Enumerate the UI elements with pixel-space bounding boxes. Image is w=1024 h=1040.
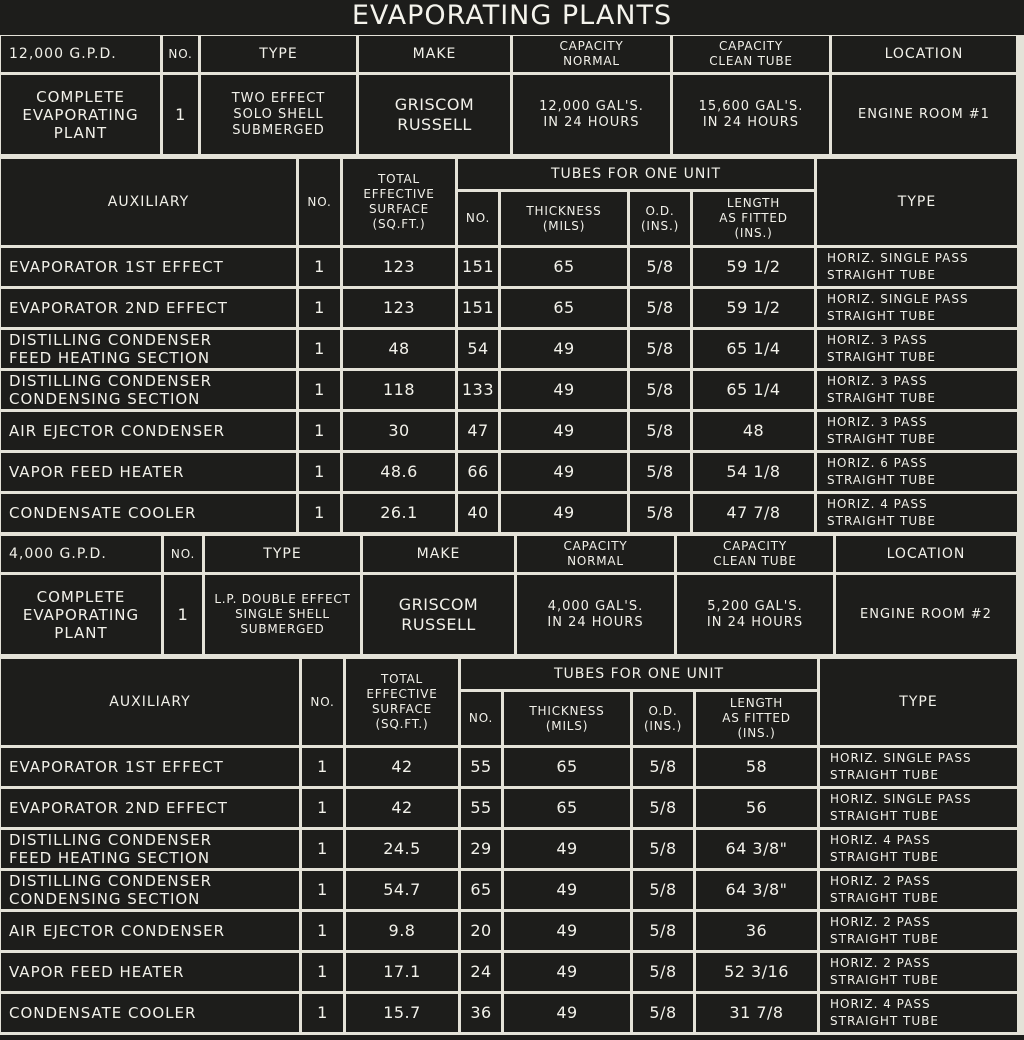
header-od: O.D. (INS.) xyxy=(630,192,690,245)
header-thickness: THICKNESS (MILS) xyxy=(504,692,630,745)
row-od: 5/8 xyxy=(630,494,690,532)
row-no: 1 xyxy=(302,994,343,1032)
header-tubes: TUBES FOR ONE UNIT xyxy=(461,659,817,689)
row-tubes: 36 xyxy=(461,994,501,1032)
header-auxiliary: AUXILIARY xyxy=(1,159,296,245)
row-tubes: 24 xyxy=(461,953,501,991)
row-length: 65 1/4 xyxy=(693,330,814,368)
row-type: HORIZ. 3 PASS STRAIGHT TUBE xyxy=(817,412,1017,450)
header-auxiliary: AUXILIARY xyxy=(1,659,299,745)
row-thickness: 49 xyxy=(504,912,630,950)
row-length: 65 1/4 xyxy=(693,371,814,409)
row-aux: DISTILLING CONDENSER FEED HEATING SECTION xyxy=(1,330,296,368)
header-surface: TOTAL EFFECTIVE SURFACE (SQ.FT.) xyxy=(343,159,455,245)
row-od: 5/8 xyxy=(630,412,690,450)
row-thickness: 49 xyxy=(501,412,627,450)
row-type: HORIZ. 2 PASS STRAIGHT TUBE xyxy=(820,871,1017,909)
row-length: 48 xyxy=(693,412,814,450)
row-thickness: 49 xyxy=(501,453,627,491)
row-surface: 26.1 xyxy=(343,494,455,532)
header-tube-no: NO. xyxy=(461,692,501,745)
row-no: 1 xyxy=(299,453,340,491)
row-surface: 48 xyxy=(343,330,455,368)
header-capacity-clean: CAPACITY CLEAN TUBE xyxy=(677,536,833,572)
plant-table-4000 xyxy=(0,535,1024,659)
header-capacity-normal: CAPACITY NORMAL xyxy=(517,536,674,572)
header-type: TYPE xyxy=(205,536,360,572)
row-od: 5/8 xyxy=(633,953,693,991)
header-aux-type: TYPE xyxy=(820,659,1017,745)
plant-location: ENGINE ROOM #1 xyxy=(832,75,1016,154)
row-thickness: 65 xyxy=(501,248,627,286)
row-od: 5/8 xyxy=(630,371,690,409)
row-surface: 123 xyxy=(343,289,455,327)
header-od: O.D. (INS.) xyxy=(633,692,693,745)
row-no: 1 xyxy=(299,412,340,450)
row-aux: EVAPORATOR 1ST EFFECT xyxy=(1,248,296,286)
row-length: 64 3/8" xyxy=(696,871,817,909)
plant-make: GRISCOM RUSSELL xyxy=(359,75,510,154)
row-length: 59 1/2 xyxy=(693,289,814,327)
row-length: 54 1/8 xyxy=(693,453,814,491)
row-tubes: 151 xyxy=(458,289,498,327)
row-thickness: 65 xyxy=(501,289,627,327)
header-aux-no: NO. xyxy=(299,159,340,245)
row-aux: AIR EJECTOR CONDENSER xyxy=(1,912,299,950)
row-od: 5/8 xyxy=(633,871,693,909)
row-tubes: 20 xyxy=(461,912,501,950)
row-thickness: 49 xyxy=(501,371,627,409)
row-type: HORIZ. SINGLE PASS STRAIGHT TUBE xyxy=(820,789,1017,827)
plant-label: 12,000 G.P.D. xyxy=(1,36,160,72)
header-type: TYPE xyxy=(201,36,356,72)
row-aux: CONDENSATE COOLER xyxy=(1,994,299,1032)
header-make: MAKE xyxy=(363,536,514,572)
row-length: 58 xyxy=(696,748,817,786)
row-od: 5/8 xyxy=(630,289,690,327)
row-type: HORIZ. 4 PASS STRAIGHT TUBE xyxy=(820,830,1017,868)
row-od: 5/8 xyxy=(630,248,690,286)
plant-capacity-normal: 12,000 GAL'S. IN 24 HOURS xyxy=(513,75,670,154)
plant-label: 4,000 G.P.D. xyxy=(1,536,161,572)
row-no: 1 xyxy=(299,371,340,409)
row-surface: 48.6 xyxy=(343,453,455,491)
row-length: 52 3/16 xyxy=(696,953,817,991)
plant-make: GRISCOM RUSSELL xyxy=(363,575,514,654)
row-length: 36 xyxy=(696,912,817,950)
row-type: HORIZ. SINGLE PASS STRAIGHT TUBE xyxy=(817,248,1017,286)
row-type: HORIZ. 2 PASS STRAIGHT TUBE xyxy=(820,953,1017,991)
row-thickness: 49 xyxy=(501,494,627,532)
row-od: 5/8 xyxy=(633,748,693,786)
header-location: LOCATION xyxy=(832,36,1016,72)
row-od: 5/8 xyxy=(630,330,690,368)
row-thickness: 49 xyxy=(504,830,630,868)
row-no: 1 xyxy=(299,330,340,368)
row-surface: 9.8 xyxy=(346,912,458,950)
row-surface: 24.5 xyxy=(346,830,458,868)
row-type: HORIZ. 4 PASS STRAIGHT TUBE xyxy=(817,494,1017,532)
row-surface: 30 xyxy=(343,412,455,450)
row-surface: 42 xyxy=(346,748,458,786)
row-od: 5/8 xyxy=(633,912,693,950)
row-type: HORIZ. 2 PASS STRAIGHT TUBE xyxy=(820,912,1017,950)
plant-capacity-normal: 4,000 GAL'S. IN 24 HOURS xyxy=(517,575,674,654)
plant-type: L.P. DOUBLE EFFECT SINGLE SHELL SUBMERGED xyxy=(205,575,360,654)
header-no: NO. xyxy=(164,536,202,572)
header-no: NO. xyxy=(163,36,198,72)
row-type: HORIZ. 3 PASS STRAIGHT TUBE xyxy=(817,371,1017,409)
row-aux: EVAPORATOR 2ND EFFECT xyxy=(1,789,299,827)
row-length: 31 7/8 xyxy=(696,994,817,1032)
row-surface: 123 xyxy=(343,248,455,286)
plant-name: COMPLETE EVAPORATING PLANT xyxy=(1,575,161,654)
row-length: 47 7/8 xyxy=(693,494,814,532)
row-od: 5/8 xyxy=(633,994,693,1032)
row-surface: 15.7 xyxy=(346,994,458,1032)
page-title: EVAPORATING PLANTS xyxy=(351,0,673,31)
row-aux: CONDENSATE COOLER xyxy=(1,494,296,532)
row-thickness: 65 xyxy=(504,789,630,827)
row-length: 64 3/8" xyxy=(696,830,817,868)
row-od: 5/8 xyxy=(633,830,693,868)
row-thickness: 49 xyxy=(504,953,630,991)
row-no: 1 xyxy=(302,789,343,827)
row-length: 56 xyxy=(696,789,817,827)
header-capacity-normal: CAPACITY NORMAL xyxy=(513,36,670,72)
row-no: 1 xyxy=(302,871,343,909)
plant-location: ENGINE ROOM #2 xyxy=(836,575,1016,654)
header-make: MAKE xyxy=(359,36,510,72)
row-type: HORIZ. 6 PASS STRAIGHT TUBE xyxy=(817,453,1017,491)
row-type: HORIZ. 4 PASS STRAIGHT TUBE xyxy=(820,994,1017,1032)
row-thickness: 49 xyxy=(504,994,630,1032)
row-tubes: 47 xyxy=(458,412,498,450)
row-type: HORIZ. 3 PASS STRAIGHT TUBE xyxy=(817,330,1017,368)
row-tubes: 40 xyxy=(458,494,498,532)
plant-table-12000 xyxy=(0,35,1024,159)
row-tubes: 55 xyxy=(461,789,501,827)
row-tubes: 133 xyxy=(458,371,498,409)
row-type: HORIZ. SINGLE PASS STRAIGHT TUBE xyxy=(820,748,1017,786)
header-surface: TOTAL EFFECTIVE SURFACE (SQ.FT.) xyxy=(346,659,458,745)
row-tubes: 66 xyxy=(458,453,498,491)
header-thickness: THICKNESS (MILS) xyxy=(501,192,627,245)
header-length: LENGTH AS FITTED (INS.) xyxy=(693,192,814,245)
auxiliary-table-4000 xyxy=(0,658,1024,1035)
row-tubes: 29 xyxy=(461,830,501,868)
row-tubes: 55 xyxy=(461,748,501,786)
row-aux: DISTILLING CONDENSER CONDENSING SECTION xyxy=(1,371,296,409)
row-surface: 17.1 xyxy=(346,953,458,991)
row-no: 1 xyxy=(299,494,340,532)
header-aux-type: TYPE xyxy=(817,159,1017,245)
header-capacity-clean: CAPACITY CLEAN TUBE xyxy=(673,36,829,72)
plant-no: 1 xyxy=(163,75,198,154)
row-tubes: 65 xyxy=(461,871,501,909)
header-location: LOCATION xyxy=(836,536,1016,572)
plant-capacity-clean: 5,200 GAL'S. IN 24 HOURS xyxy=(677,575,833,654)
row-no: 1 xyxy=(302,953,343,991)
row-surface: 54.7 xyxy=(346,871,458,909)
plant-no: 1 xyxy=(164,575,202,654)
row-od: 5/8 xyxy=(630,453,690,491)
row-tubes: 54 xyxy=(458,330,498,368)
row-thickness: 65 xyxy=(504,748,630,786)
header-length: LENGTH AS FITTED (INS.) xyxy=(696,692,817,745)
row-no: 1 xyxy=(302,912,343,950)
plant-type: TWO EFFECT SOLO SHELL SUBMERGED xyxy=(201,75,356,154)
row-aux: EVAPORATOR 1ST EFFECT xyxy=(1,748,299,786)
row-thickness: 49 xyxy=(504,871,630,909)
row-no: 1 xyxy=(299,289,340,327)
row-no: 1 xyxy=(302,748,343,786)
row-aux: VAPOR FEED HEATER xyxy=(1,453,296,491)
row-od: 5/8 xyxy=(633,789,693,827)
plant-name: COMPLETE EVAPORATING PLANT xyxy=(1,75,160,154)
row-aux: DISTILLING CONDENSER FEED HEATING SECTION xyxy=(1,830,299,868)
row-type: HORIZ. SINGLE PASS STRAIGHT TUBE xyxy=(817,289,1017,327)
header-tubes: TUBES FOR ONE UNIT xyxy=(458,159,814,189)
header-tube-no: NO. xyxy=(458,192,498,245)
row-aux: VAPOR FEED HEATER xyxy=(1,953,299,991)
plant-capacity-clean: 15,600 GAL'S. IN 24 HOURS xyxy=(673,75,829,154)
auxiliary-table-12000 xyxy=(0,158,1024,536)
row-length: 59 1/2 xyxy=(693,248,814,286)
row-no: 1 xyxy=(299,248,340,286)
row-aux: EVAPORATOR 2ND EFFECT xyxy=(1,289,296,327)
row-aux: AIR EJECTOR CONDENSER xyxy=(1,412,296,450)
row-aux: DISTILLING CONDENSER CONDENSING SECTION xyxy=(1,871,299,909)
row-surface: 42 xyxy=(346,789,458,827)
row-thickness: 49 xyxy=(501,330,627,368)
row-no: 1 xyxy=(302,830,343,868)
row-tubes: 151 xyxy=(458,248,498,286)
row-surface: 118 xyxy=(343,371,455,409)
header-aux-no: NO. xyxy=(302,659,343,745)
